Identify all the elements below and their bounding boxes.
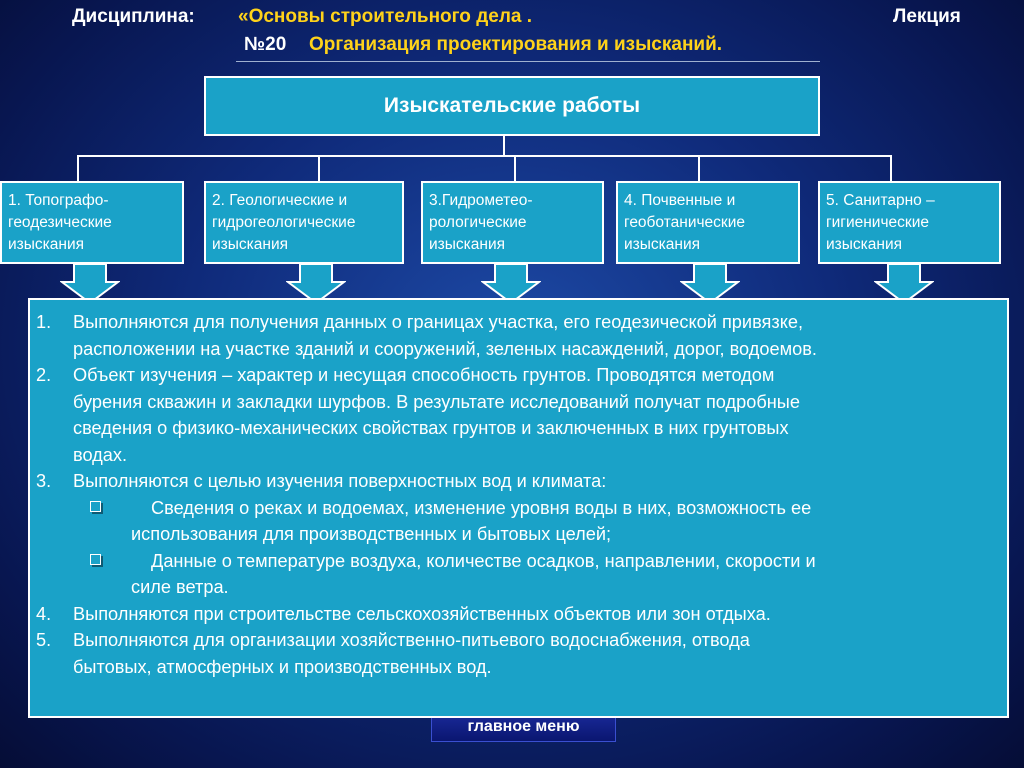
connector-drop-2	[318, 155, 320, 181]
category-box-geological	[204, 181, 404, 264]
category-line: изыскания	[429, 236, 506, 253]
item-number: 3.	[36, 471, 52, 491]
list-item	[36, 362, 997, 468]
main-box-title: Изыскательские работы	[204, 76, 820, 136]
category-box-topographic	[0, 181, 184, 264]
main-menu-button[interactable]: главное меню	[431, 712, 616, 742]
item-text	[73, 362, 997, 468]
category-line: 1. Топографо-	[8, 192, 109, 209]
connector-drop-3	[514, 155, 516, 181]
item-line: Выполняются для организации хозяйственно-питьевого водоснабжения, отвода	[73, 630, 750, 650]
header-divider	[236, 61, 820, 62]
category-line: 2. Геологические и	[212, 192, 348, 209]
item-line: водах.	[73, 444, 128, 465]
category-line: геоботанические	[624, 214, 745, 231]
item-line: расположении на участке зданий и сооружений, зеленых насаждений, дорог, водоемов.	[73, 338, 817, 359]
item-line: Объект изучения – характер и несущая способность грунтов. Проводятся методом	[73, 365, 775, 385]
list-item	[36, 627, 997, 680]
item-line: Выполняются с целью изучения поверхностных вод и климата:	[73, 471, 607, 491]
item-text	[73, 468, 997, 495]
connector-drop-5	[890, 155, 892, 181]
category-line: 4. Почвенные и	[624, 192, 736, 209]
category-line: 5. Санитарно –	[826, 192, 935, 209]
checkbox-bullet-icon	[86, 495, 131, 548]
category-line: геодезические	[8, 214, 112, 231]
list-item	[36, 468, 997, 495]
sub-item-line: Данные о температуре воздуха, количестве осадков, направлении, скорости и	[151, 550, 816, 571]
category-line: изыскания	[624, 236, 701, 253]
sub-list-item	[36, 548, 997, 601]
item-line: Выполняются при строительстве сельскохозяйственных объектов или зон отдыха.	[73, 603, 771, 624]
item-line: бытовых, атмосферных и производственных вод.	[73, 656, 492, 677]
item-text	[73, 309, 997, 362]
discipline-label: Дисциплина:	[72, 6, 195, 27]
sub-item-text	[131, 548, 997, 601]
sub-item-line: Сведения о реках и водоемах, изменение уровня воды в них, возможность ее	[151, 497, 812, 518]
description-box	[28, 298, 1009, 718]
item-text	[73, 627, 997, 680]
connector-trunk	[503, 136, 505, 156]
sub-item-line: использования для производственных и бытовых целей;	[131, 524, 612, 544]
list-item	[36, 601, 997, 628]
category-box-hydrometeorological	[421, 181, 604, 264]
item-number: 1.	[36, 312, 52, 332]
item-number: 4.	[36, 603, 52, 624]
connector-bar	[77, 155, 892, 157]
list-item	[36, 309, 997, 362]
checkbox-bullet-icon	[86, 548, 131, 601]
category-line: рологические	[429, 214, 527, 231]
item-line: сведения о физико-механических свойствах грунтов и заключенных в них грунтовых	[73, 418, 789, 438]
category-line: гидрогеологические	[212, 214, 356, 231]
course-title: «Основы строительного дела .	[238, 6, 533, 27]
category-line: 3.Гидрометео-	[429, 192, 533, 209]
lecture-label: Лекция	[893, 6, 961, 27]
connector-drop-1	[77, 155, 79, 181]
category-line: изыскания	[212, 236, 289, 253]
sub-item-text	[131, 495, 997, 548]
item-text	[73, 601, 997, 628]
sub-item-line: силе ветра.	[131, 577, 229, 597]
category-line: гигиенические	[826, 214, 929, 231]
connector-drop-4	[698, 155, 700, 181]
item-line: бурения скважин и закладки шурфов. В результате исследований получат подробные	[73, 391, 800, 412]
lecture-number: №20	[244, 34, 287, 55]
item-line: Выполняются для получения данных о границах участка, его геодезической привязке,	[73, 312, 804, 332]
sub-list-item	[36, 495, 997, 548]
lecture-topic: Организация проектирования и изысканий.	[309, 34, 723, 55]
item-number: 2.	[36, 365, 52, 385]
item-number: 5.	[36, 630, 52, 650]
category-box-soil	[616, 181, 800, 264]
category-line: изыскания	[8, 236, 85, 253]
category-box-sanitary	[818, 181, 1001, 264]
category-line: изыскания	[826, 236, 903, 253]
